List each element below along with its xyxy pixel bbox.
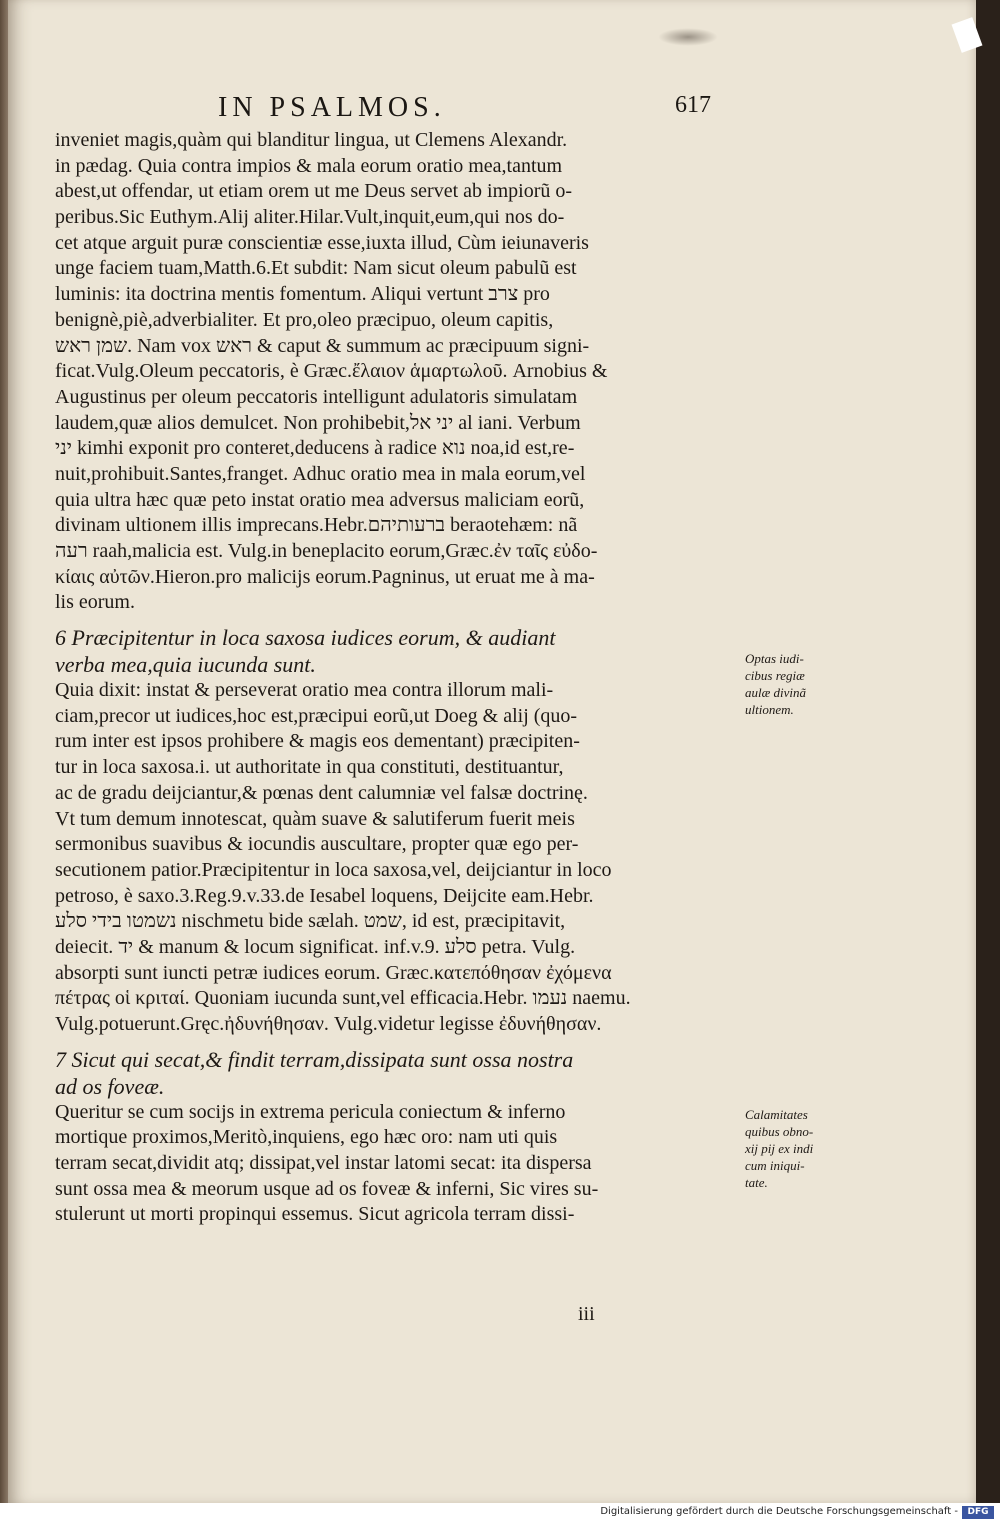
text-line: in pædag. Quia contra impios & mala eorum oratio mea,tantum [55,154,563,177]
paragraph-commentary-6 [55,678,740,1038]
text-line: sunt ossa mea & meorum usque ad os foveæ & inferni, Sic vires su- [55,1177,599,1200]
text-line: Quia dixit: instat & perseverat oratio mea contra illorum mali- [55,679,554,702]
text-line: lis eorum. [55,591,135,614]
text-line: tur in loca saxosa.i. ut authoritate in qua constituti, destituantur, [55,756,564,779]
text-line: cet atque arguit puræ conscientiæ esse,iuxta illud, Cùm ieiunaveris [55,231,589,254]
text-line: Vulg.potuerunt.Gręc.ἠδυνήθησαν. Vulg.videtur legisse ἐδυνήθησαν. [55,1013,602,1035]
text-line: ficat.Vulg.Oleum peccatoris, è Græc.ἔλαιον ἁμαρτωλοῦ. Arnobius & [55,360,608,383]
text-line: verba mea,quia iucunda sunt. [55,652,316,678]
text-line: inveniet magis,quàm qui blanditur lingua, ut Clemens Alexandr. [55,129,568,151]
dfg-logo: DFG [962,1506,994,1519]
margin-note-ultionem: Optas iudi- cibus regiæ aulæ divinã ultionem. [745,651,807,717]
text-line: luminis: ita doctrina mentis fomentum. Aliqui vertunt צרב pro [55,283,550,306]
page-number: 617 [675,92,711,118]
text-line: nuit,prohibuit.Santes,franget. Adhuc oratio mea in mala eorum,vel [55,462,586,485]
text-line: petroso, è saxo.3.Reg.9.v.33.de Iesabel loquens, Deijcite eam.Hebr. [55,884,594,907]
verse-6 [55,624,740,678]
margin-note-calamitates: Calamitates quibus obno- xij pij ex indi cum iniqui- tate. [745,1107,814,1190]
text-line: 6 Præcipitentur in loca saxosa iudices eorum, & audiant [55,625,556,651]
text-line: deiecit. יד & manum & locum significat. inf.v.9. סלע petra. Vulg. [55,935,576,958]
verse-7 [55,1046,740,1100]
text-line: mortique proximos,Meritò,inquiens, ego hæc oro: nam uti quis [55,1126,558,1149]
text-line: Queritur se cum socijs in extrema pericula coniectum & inferno [55,1100,566,1123]
text-line: 7 Sicut qui secat,& findit terram,dissipata sunt ossa nostra [55,1046,574,1072]
text-line: ad os foveæ. [55,1073,165,1099]
text-line: divinam ultionem illis imprecans.Hebr.ברעותיהם beraotehæm: nã [55,514,578,537]
text-line: κίαις αὐτῶν.Hieron.pro malicijs eorum.Pagninus, ut eruat me à ma- [55,565,595,588]
paragraph-commentary-5 [55,128,740,616]
catchword: iii [578,1303,595,1325]
text-line: absorpti sunt iuncti petræ iudices eorum. Græc.κατεπόθησαν ἐχόμενα [55,961,612,984]
text-line: stulerunt ut morti propinqui essemus. Sicut agricola terram dissi- [55,1203,575,1226]
running-head: IN PSALMOS. [218,92,446,123]
text-line: יני kimhi exponit pro conteret,deducens à radice נוא noa,id est,re- [55,437,575,460]
text-line: terram secat,dividit atq; dissipat,vel instar latomi secat: ita dispersa [55,1152,592,1175]
text-line: נשמטו בידי סלע nischmetu bide sælah. שמט, id est, præcipitavit, [55,910,566,933]
book-gutter [0,0,8,1503]
text-line: laudem,quæ alios demulcet. Non prohibebit,יני אל al iani. Verbum [55,411,581,434]
text-line: peribus.Sic Euthym.Alij aliter.Hilar.Vult,inquit,eum,qui nos do- [55,206,565,229]
text-line: abest,ut offendar, ut etiam orem ut me Deus servet ab impiorũ o- [55,180,573,203]
text-line: ciam,precor ut iudices,hoc est,præcipui eorũ,ut Doeg & alij (quo- [55,704,578,727]
text-line: rum inter est ipsos prohibere & magis eos dementant) præcipiten- [55,730,580,753]
text-line: unge faciem tuam,Matth.6.Et subdit: Nam sicut oleum pabulũ est [55,257,577,280]
text-line: Vt tum demum innotescat, quàm suave & salutiferum fuerit meis [55,807,575,830]
text-line: πέτρας οἱ κριταί. Quoniam iucunda sunt,vel efficacia.Hebr. נעמו naemu. [55,987,631,1010]
page-stain [658,28,718,46]
text-line: רעה raah,malicia est. Vulg.in beneplacito eorum,Græc.ἐν ταῖς εὐδο- [55,540,598,562]
text-line: quia ultra hæc quæ peto instat oratio mea adversus maliciam eorũ, [55,488,585,511]
paragraph-commentary-7 [55,1100,740,1228]
text-line: secutionem patior.Præcipitentur in loca saxosa,vel, deijciantur in loco [55,858,612,881]
digitization-credit: Digitalisierung gefördert durch die Deutsche Forschungsgemeinschaft - [600,1506,958,1517]
text-line: benignè,piè,adverbialiter. Et pro,oleo præcipuo, oleum capitis, [55,308,554,331]
text-line: Augustinus per oleum peccatoris intelligunt adulatoris simulatam [55,385,578,408]
text-line: ac de gradu deijciantur,& pœnas dent calumniæ vel falsæ doctrinę. [55,781,588,804]
text-line: sermonibus suavibus & iocundis auscultare, propter quæ ego per- [55,833,579,856]
body-text [55,128,740,1228]
text-line: שמן ראש. Nam vox ראש & caput & summum ac præcipuum signi- [55,334,590,357]
